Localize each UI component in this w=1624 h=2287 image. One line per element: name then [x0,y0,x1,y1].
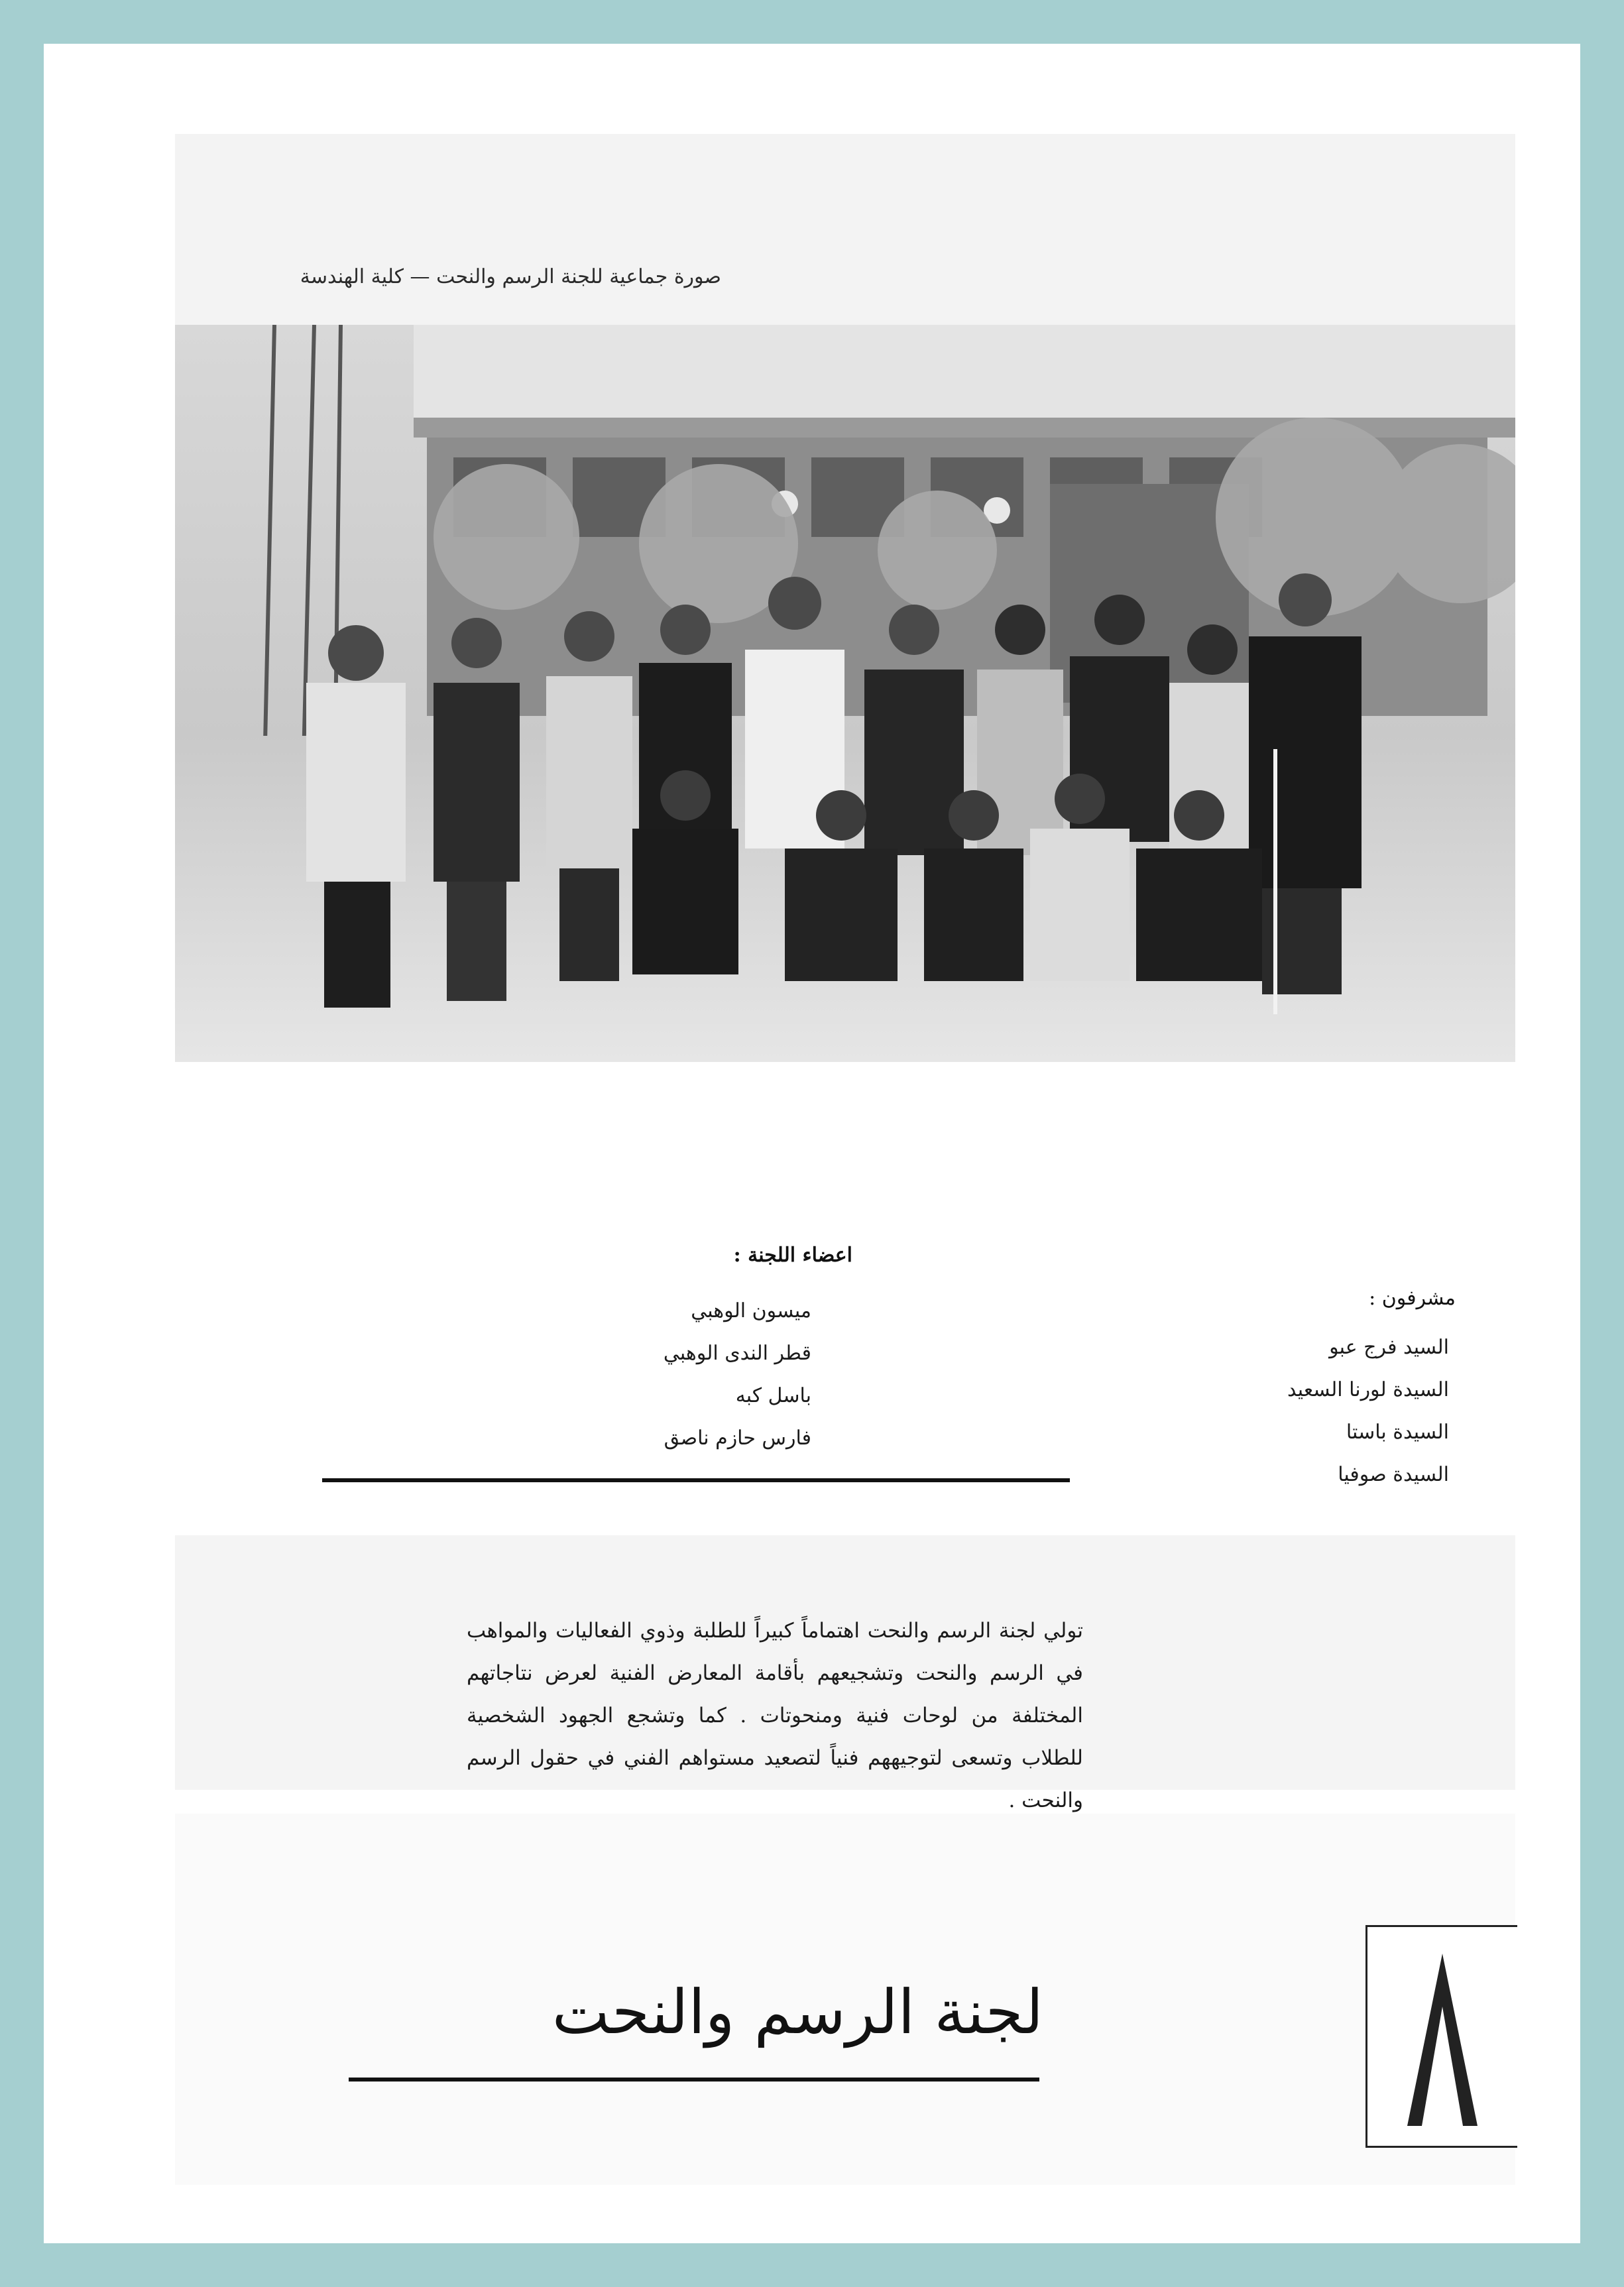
members-list [567,1290,811,1460]
member-name: فارس حازم ناصق [664,1427,811,1450]
description-section [175,1535,1515,1812]
supervisors-list [1250,1326,1449,1496]
member-name: باسل كبه [735,1384,811,1407]
supervisor-name: السيدة صوفيا [1338,1463,1449,1486]
photo-caption: صورة جماعية للجنة الرسم والنحت — كلية الهندسة [300,265,721,288]
page [44,44,1580,2243]
supervisors-title: مشرفون : [1369,1287,1456,1310]
supervisor-name: السيدة لورنا السعيد [1287,1378,1449,1401]
section-number [1367,1927,1517,2146]
group-photo [175,325,1515,1062]
member-name: قطر الندى الوهبي [663,1342,811,1365]
members-divider [322,1478,1070,1482]
supervisor-name: السيدة باستا [1346,1421,1449,1444]
photo-section [175,134,1515,1062]
description-paragraph: تولي لجنة الرسم والنحت اهتماماً كبيراً للطلبة وذوي الفعاليات والمواهب في الرسم والنحت وتشجيعهم بأقامة المعارض الفنية لعرض نتاجاتهم المختلفة من لوحات فنية ومنحوتات . كما وتشجع الجهود الشخصية للطلاب وتسعى لتوجيههم فنياً لتصعيد مستواهم الفني في حقول الرسم والنحت . [467,1619,1083,1812]
section-title: لجنة الرسم والنحت [551,1977,1043,2048]
member-name: ميسون الوهبي [691,1299,811,1322]
title-underline [349,2078,1039,2082]
members-title: اعضاء اللجنة : [733,1244,852,1267]
supervisor-name: السيد فرج عبو [1329,1336,1449,1359]
group-photo-image [175,325,1515,1062]
title-section [175,1814,1515,2185]
section-number-box [1365,1925,1517,2148]
